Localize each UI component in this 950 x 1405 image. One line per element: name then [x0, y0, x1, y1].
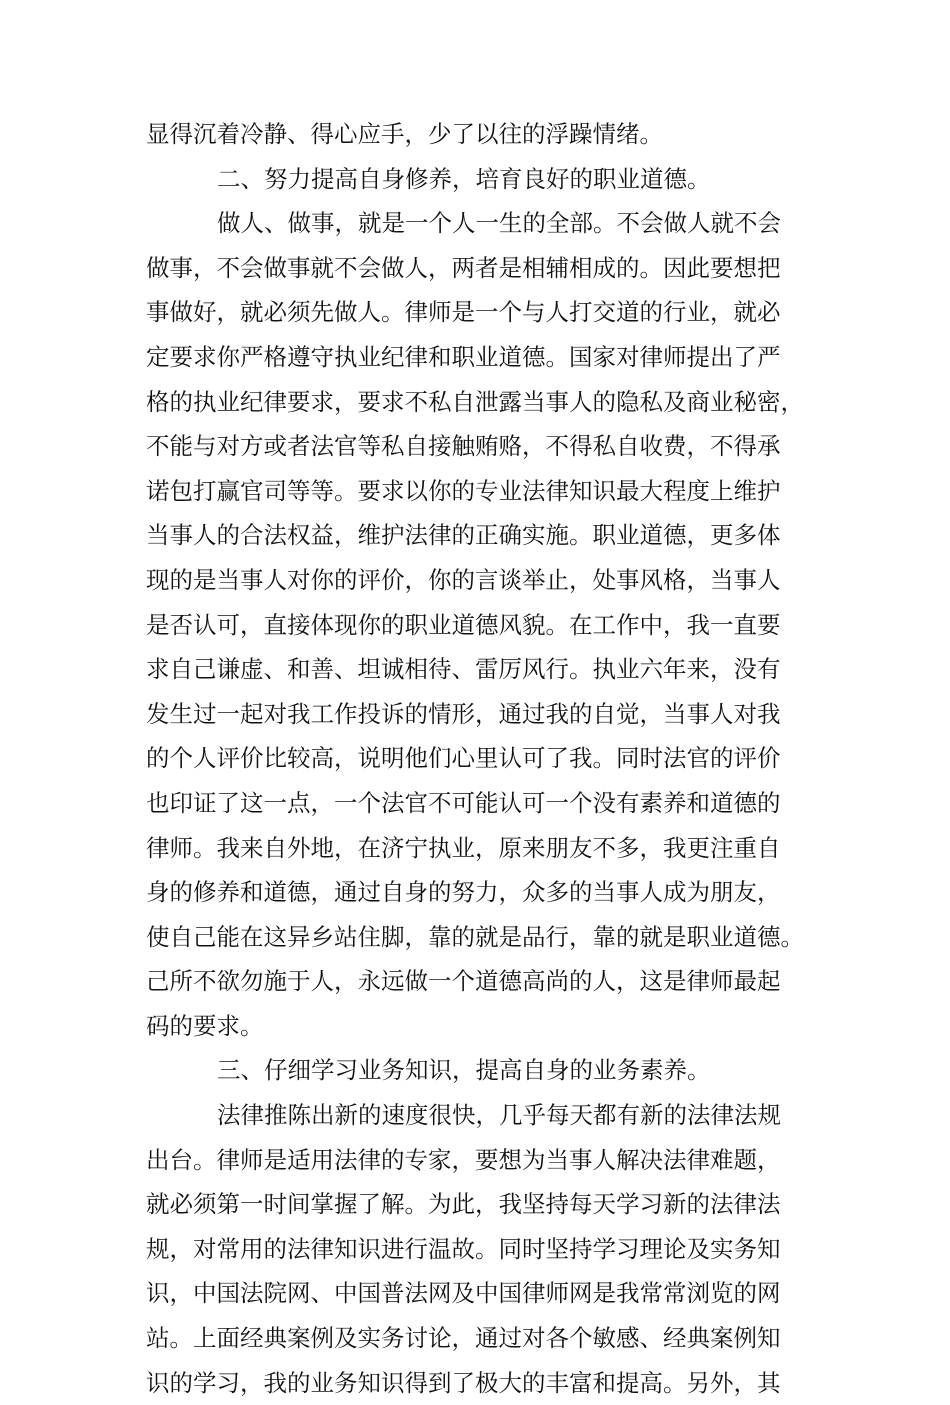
text-line: 格的执业纪律要求，要求不私自泄露当事人的隐私及商业秘密，: [146, 387, 804, 416]
text-line: 也印证了这一点，一个法官不可能认可一个没有素养和道德的: [146, 788, 781, 817]
section-heading: 三、仔细学习业务知识，提高自身的业务素养。: [217, 1056, 711, 1085]
text-line: 诺包打赢官司等等。要求以你的专业法律知识最大程度上维护: [146, 476, 781, 505]
text-line: 规，对常用的法律知识进行温故。同时坚持学习理论及实务知: [146, 1234, 781, 1263]
text-line: 出台。律师是适用法律的专家，要想为当事人解决法律难题，: [146, 1145, 781, 1174]
text-line: 律师。我来自外地，在济宁执业，原来朋友不多，我更注重自: [146, 833, 781, 862]
document-body: [146, 112, 826, 1405]
text-line: 现的是当事人对你的评价，你的言谈举止，处事风格，当事人: [146, 565, 781, 594]
text-line: 己所不欲勿施于人，永远做一个道德高尚的人，这是律师最起: [146, 967, 781, 996]
text-line: 是否认可，直接体现你的职业道德风貌。在工作中，我一直要: [146, 610, 781, 639]
text-line: 做人、做事，就是一个人一生的全部。不会做人就不会: [217, 209, 781, 238]
text-line: 定要求你严格遵守执业纪律和职业道德。国家对律师提出了严: [146, 342, 781, 371]
text-line: 显得沉着冷静、得心应手，少了以往的浮躁情绪。: [146, 120, 663, 148]
text-line: 当事人的合法权益，维护法律的正确实施。职业道德，更多体: [146, 521, 781, 550]
text-line: 做事，不会做事就不会做人，两者是相辅相成的。因此要想把: [146, 253, 781, 282]
section-heading: 二、努力提高自身修养，培育良好的职业道德。: [217, 164, 711, 193]
text-line: 使自己能在这异乡站住脚，靠的就是品行，靠的就是职业道德。: [146, 922, 804, 951]
text-line: 识的学习，我的业务知识得到了极大的丰富和提高。另外，其: [146, 1368, 781, 1397]
text-line: 码的要求。: [146, 1011, 264, 1040]
text-line: 的个人评价比较高，说明他们心里认可了我。同时法官的评价: [146, 744, 781, 773]
text-line: 法律推陈出新的速度很快，几乎每天都有新的法律法规: [217, 1101, 781, 1130]
text-line: 事做好，就必须先做人。律师是一个与人打交道的行业，就必: [146, 298, 781, 327]
text-line: 站。上面经典案例及实务讨论，通过对各个敏感、经典案例知: [146, 1324, 781, 1353]
text-line: 识，中国法院网、中国普法网及中国律师网是我常常浏览的网: [146, 1279, 781, 1308]
text-line: 不能与对方或者法官等私自接触贿赂，不得私自收费，不得承: [146, 432, 781, 461]
text-line: 身的修养和道德，通过自身的努力，众多的当事人成为朋友，: [146, 878, 781, 907]
text-line: 求自己谦虚、和善、坦诚相待、雷厉风行。执业六年来，没有: [146, 655, 781, 684]
text-line: 发生过一起对我工作投诉的情形，通过我的自觉，当事人对我: [146, 699, 781, 728]
text-line: 就必须第一时间掌握了解。为此，我坚持每天学习新的法律法: [146, 1190, 781, 1219]
